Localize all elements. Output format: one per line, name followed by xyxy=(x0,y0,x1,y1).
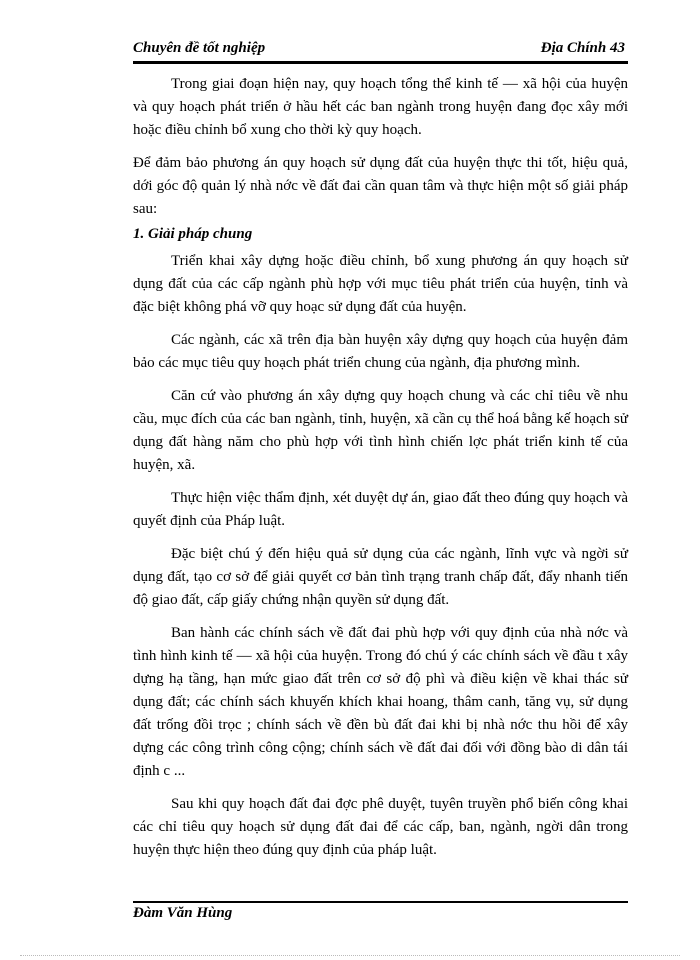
paragraph-item: Căn cứ vào phương án xây dựng quy hoạch chung và các chỉ tiêu về nhu cầu, mục đích của các ban ngành, tỉnh, huyện, xã cần cụ thể hoá bằng kế hoạch sử dụng đất hàng năm cho phù hợp với tình hình chiến lợc phát triển kinh tế của huyện, xã. xyxy=(133,388,628,473)
page-edge-line xyxy=(20,955,680,956)
section-heading: 1. Giải pháp chung xyxy=(133,226,253,242)
header-title-left: Chuyên đề tốt nghiệp xyxy=(133,40,266,56)
paragraph-item: Sau khi quy hoạch đất đai đợc phê duyệt, tuyên truyền phổ biến công khai các chỉ tiêu quy hoạch sử dụng đất đai để các cấp, ban, ngành, ngời dân trong huyện thực hiện theo đúng quy định của pháp luật. xyxy=(133,796,628,858)
document-body xyxy=(133,73,628,872)
header-title-right: Địa Chính 43 xyxy=(540,40,625,56)
paragraph-item: Các ngành, các xã trên địa bàn huyện xây dựng quy hoạch của huyện đảm bảo các mục tiêu quy hoạch phát triển chung của ngành, địa phương mình. xyxy=(133,332,628,371)
page-header xyxy=(133,40,625,62)
header-divider xyxy=(133,61,628,64)
paragraph-item: Đặc biệt chú ý đến hiệu quả sử dụng của các ngành, lĩnh vực và ngời sử dụng đất, tạo cơ sở để giải quyết cơ bản tình trạng tranh chấp đất, đẩy nhanh tiến độ giao đất, cấp giấy chứng nhận quyền sử dụng đất. xyxy=(133,546,628,608)
paragraph-intro: Trong giai đoạn hiện nay, quy hoạch tổng thể kinh tế — xã hội của huyện và quy hoạch phát triển ở hầu hết các ban ngành trong huyện đang đọc xây mới hoặc điều chỉnh bổ xung cho thời kỳ quy hoạch. xyxy=(133,76,628,138)
paragraph-solutions-intro: Để đảm bảo phương án quy hoạch sử dụng đất của huyện thực thi tốt, hiệu quả, dới góc độ quản lý nhà nớc về đất đai cần quan tâm và thực hiện một số giải pháp sau: xyxy=(133,155,628,217)
paragraph-item: Thực hiện việc thẩm định, xét duyệt dự án, giao đất theo đúng quy hoạch và quyết định của Pháp luật. xyxy=(133,490,628,529)
paragraph-item: Triển khai xây dựng hoặc điều chỉnh, bổ xung phương án quy hoạch sử dụng đất của các cấp ngành phù hợp với mục tiêu phát triển của huyện, tỉnh và đặc biệt không phá vỡ quy hoạc sử dụng đất của huyện. xyxy=(133,253,628,315)
paragraph-item: Ban hành các chính sách về đất đai phù hợp với quy định của nhà nớc và tình hình kinh tế — xã hội của huyện. Trong đó chú ý các chính sách về đầu t xây dựng hạ tầng, hạn mức giao đất trên cơ sở độ phì và điều kiện về khai thác sử dụng đất; các chính sách khuyến khích khai hoang, thâm canh, tăng vụ, sử dụng đất trống đồi trọc ; chính sách về đền bù đất đai khi bị nhà nớc thu hồi để xây dựng các công trình công cộng; chính sách về đất đai đối với đồng bào di dân tái định c ... xyxy=(133,625,628,779)
footer-author: Đàm Văn Hùng xyxy=(133,905,233,921)
footer-divider xyxy=(133,901,628,903)
